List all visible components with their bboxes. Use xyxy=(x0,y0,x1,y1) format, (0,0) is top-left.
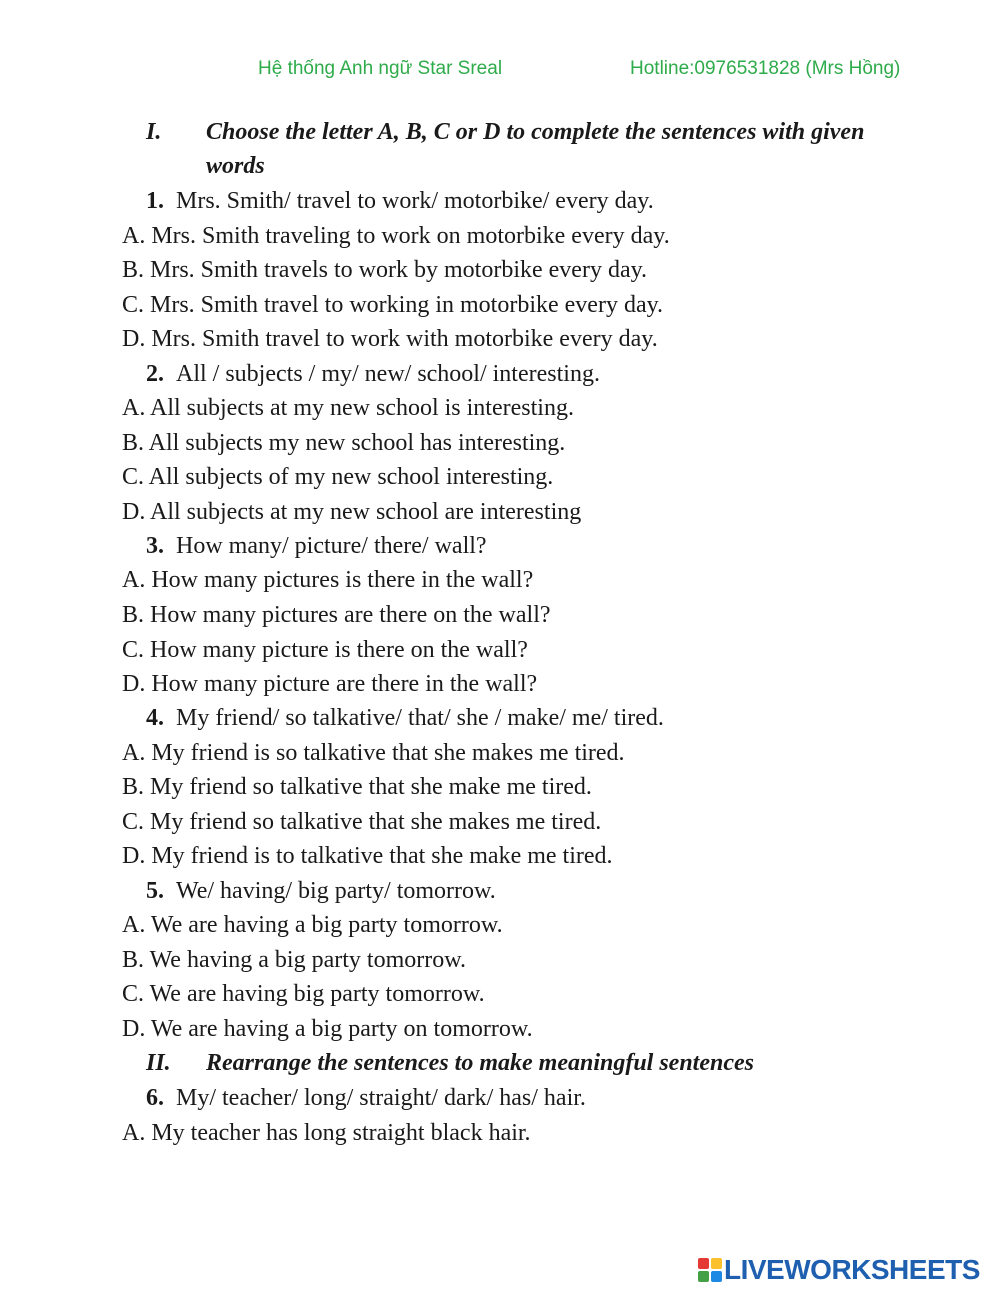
option-5c[interactable]: C. We are having big party tomorrow. xyxy=(122,981,485,1007)
section-2-heading xyxy=(146,1046,906,1080)
question-number: 3. xyxy=(146,533,164,559)
option-4b[interactable]: B. My friend so talkative that she make me tired. xyxy=(122,774,592,800)
option-2d[interactable]: D. All subjects at my new school are interesting xyxy=(122,499,582,525)
question-prompt: All / subjects / my/ new/ school/ interesting. xyxy=(176,361,600,387)
option-1b[interactable]: B. Mrs. Smith travels to work by motorbike every day. xyxy=(122,257,648,283)
option-2c[interactable]: C. All subjects of my new school interesting. xyxy=(122,464,554,490)
section-1-heading xyxy=(146,115,906,183)
option-5a[interactable]: A. We are having a big party tomorrow. xyxy=(122,912,503,938)
question-5 xyxy=(146,874,496,908)
brand-text: LIVEWORKSHEETS xyxy=(724,1254,980,1285)
question-number: 2. xyxy=(146,361,164,387)
question-number: 5. xyxy=(146,878,164,904)
question-4 xyxy=(146,701,664,735)
question-3 xyxy=(146,529,487,563)
option-1d[interactable]: D. Mrs. Smith travel to work with motorbike every day. xyxy=(122,326,658,352)
question-prompt: How many/ picture/ there/ wall? xyxy=(176,533,487,559)
option-5d[interactable]: D. We are having a big party on tomorrow. xyxy=(122,1016,533,1042)
option-1a[interactable]: A. Mrs. Smith traveling to work on motorbike every day. xyxy=(122,223,670,249)
section-title: Rearrange the sentences to make meaningful sentences xyxy=(206,1050,754,1076)
option-2b[interactable]: B. All subjects my new school has interesting. xyxy=(122,430,566,456)
option-3b[interactable]: B. How many pictures are there on the wall? xyxy=(122,602,551,628)
option-2a[interactable]: A. All subjects at my new school is interesting. xyxy=(122,395,574,421)
liveworksheets-brand xyxy=(698,1252,980,1288)
section-number: II. xyxy=(146,1050,171,1076)
option-1c[interactable]: C. Mrs. Smith travel to working in motorbike every day. xyxy=(122,292,664,318)
header-hotline: Hotline:0976531828 (Mrs Hồng) xyxy=(630,58,901,79)
question-number: 6. xyxy=(146,1085,164,1111)
option-3d[interactable]: D. How many picture are there in the wall? xyxy=(122,671,538,697)
question-number: 1. xyxy=(146,188,164,214)
option-3c[interactable]: C. How many picture is there on the wall? xyxy=(122,637,528,663)
question-number: 4. xyxy=(146,705,164,731)
option-6a[interactable]: A. My teacher has long straight black hair. xyxy=(122,1120,531,1146)
question-prompt: My friend/ so talkative/ that/ she / make/ me/ tired. xyxy=(176,705,664,731)
option-4c[interactable]: C. My friend so talkative that she makes me tired. xyxy=(122,809,602,835)
option-4d[interactable]: D. My friend is to talkative that she make me tired. xyxy=(122,843,613,869)
section-number: I. xyxy=(146,119,162,145)
question-1 xyxy=(146,184,654,218)
question-prompt: My/ teacher/ long/ straight/ dark/ has/ hair. xyxy=(176,1085,586,1111)
header-school-name: Hệ thống Anh ngữ Star Sreal xyxy=(258,58,503,79)
question-prompt: We/ having/ big party/ tomorrow. xyxy=(176,878,496,904)
option-5b[interactable]: B. We having a big party tomorrow. xyxy=(122,947,467,973)
liveworksheets-logo-icon xyxy=(698,1258,722,1282)
question-6 xyxy=(146,1081,586,1115)
question-2 xyxy=(146,357,600,391)
question-prompt: Mrs. Smith/ travel to work/ motorbike/ every day. xyxy=(176,188,654,214)
option-3a[interactable]: A. How many pictures is there in the wall? xyxy=(122,567,534,593)
section-title: Choose the letter A, B, C or D to complete the sentences with given words xyxy=(206,119,865,179)
option-4a[interactable]: A. My friend is so talkative that she makes me tired. xyxy=(122,740,625,766)
